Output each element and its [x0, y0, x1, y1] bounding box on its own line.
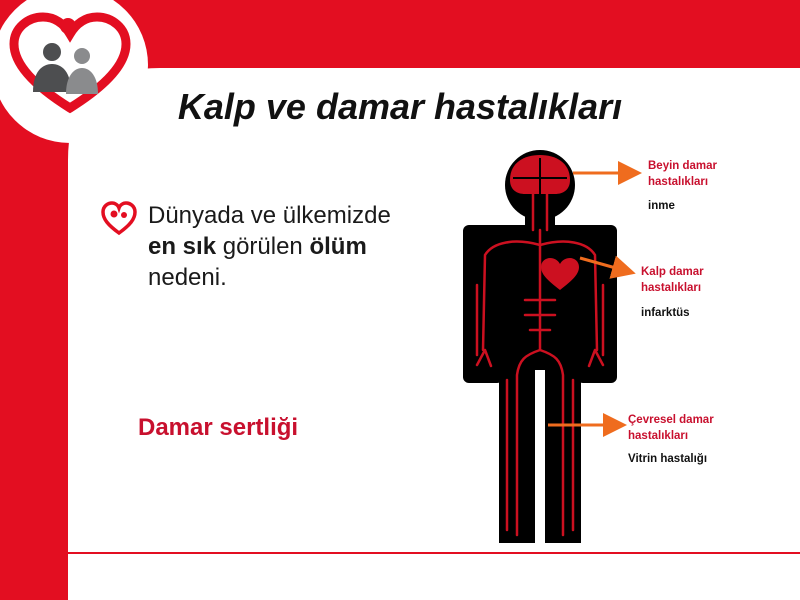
annotation-heart-detail: infarktüs	[641, 307, 690, 319]
subheading: Damar sertliği	[138, 414, 299, 441]
slide-title: Kalp ve damar hastalıkları	[177, 86, 623, 127]
bullet-bold-1: en sık	[148, 233, 217, 260]
annotation-peripheral-detail: Vitrin hastalığı	[628, 453, 708, 465]
annotation-brain-title: Beyin damar hastalıkları	[648, 160, 718, 188]
annotation-heart-title: Kalp damar hastalıkları	[641, 266, 704, 294]
annotation-brain-detail: inme	[648, 200, 675, 212]
arrow-right-icon	[580, 258, 630, 272]
annotation-peripheral-title: Çevresel damar hastalıkları	[628, 414, 714, 442]
bullet-mid: görülen	[216, 233, 310, 260]
bullet-bold-2: ölüm	[309, 233, 367, 260]
bullet-line-1: Dünyada ve ülkemizde	[148, 202, 391, 229]
bullet-line-3: nedeni.	[148, 264, 227, 291]
